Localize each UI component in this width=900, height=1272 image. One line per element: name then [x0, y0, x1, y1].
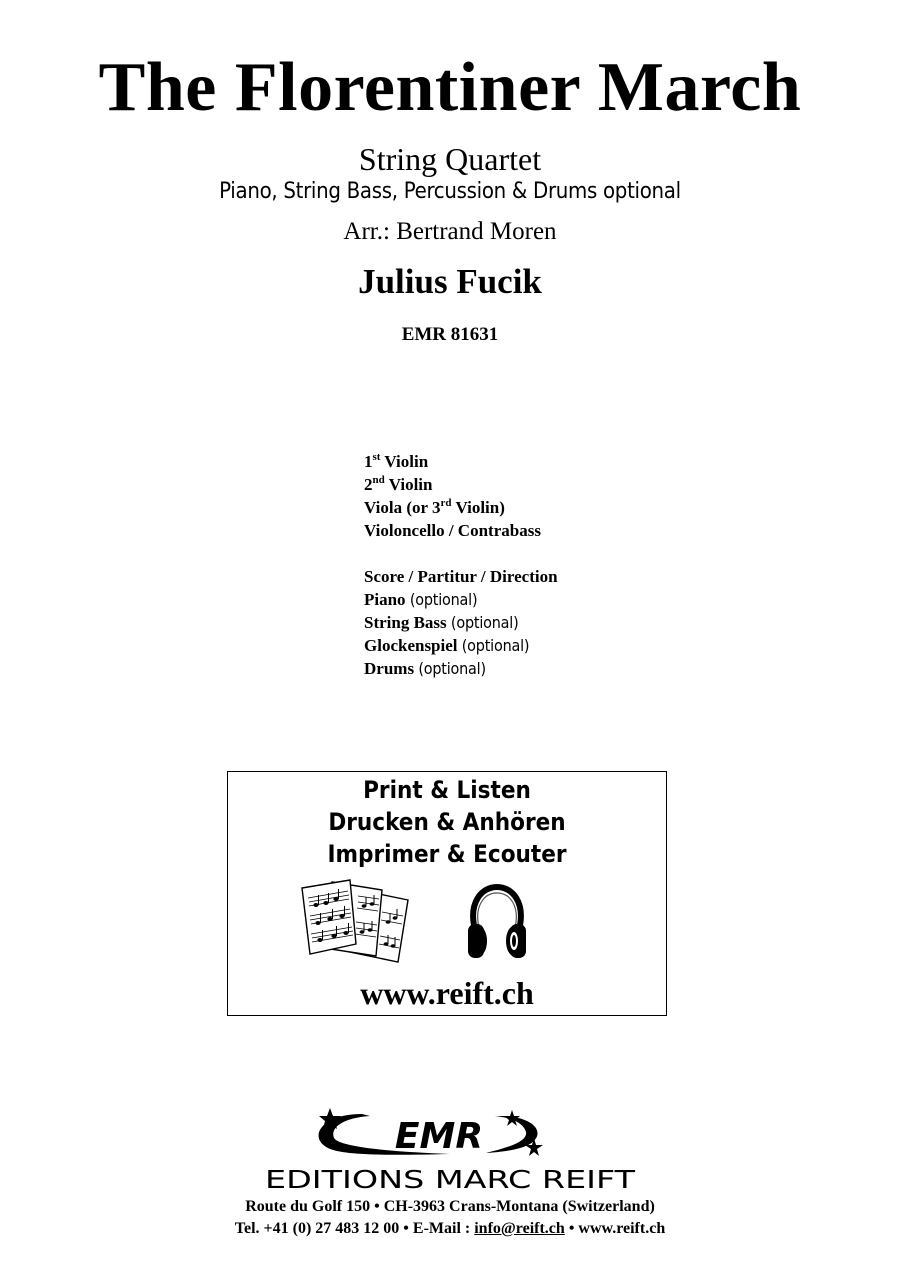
contact-web: • www.reift.ch	[568, 1220, 666, 1237]
page-title: The Florentiner March	[98, 49, 802, 126]
optional-note: (optional)	[450, 613, 519, 632]
parts-list	[364, 450, 558, 680]
part-name-suffix: Violin)	[455, 498, 505, 517]
optional-note: (optional)	[409, 590, 478, 609]
emr-logo	[250, 1108, 650, 1194]
sheet-music-icon	[300, 878, 412, 968]
contact-tel: Tel. +41 (0) 27 483 12 00 • E-Mail :	[234, 1220, 471, 1237]
part-violin-1	[364, 450, 558, 473]
headphones-icon	[466, 884, 528, 964]
part-string-bass: String Bass (optional)	[364, 613, 519, 632]
optional-note: (optional)	[418, 659, 486, 678]
arranger: Arr.: Bertrand Moren	[343, 218, 557, 245]
part-violin-2	[364, 473, 558, 496]
print-listen-box	[227, 771, 667, 1016]
part-number: 1	[364, 452, 373, 471]
part-drums: Drums (optional)	[364, 659, 486, 678]
part-name: Violin	[384, 452, 429, 471]
publisher-address: Route du Golf 150 • CH-3963 Crans-Montana (Switzerland)	[245, 1198, 655, 1215]
part-number: 2	[364, 475, 373, 494]
optional-instruments-line: Piano, String Bass, Percussion & Drums optional	[219, 179, 681, 204]
promo-line-en: Print & Listen	[363, 776, 531, 804]
promo-line-fr: Imprimer & Ecouter	[327, 840, 567, 868]
part-glockenspiel: Glockenspiel (optional)	[364, 636, 530, 655]
part-score: Score / Partitur / Direction	[364, 567, 558, 586]
subtitle: String Quartet	[358, 141, 542, 177]
ordinal-suffix: st	[372, 451, 381, 463]
promo-website: www.reift.ch	[360, 975, 534, 1011]
ordinal-suffix: rd	[440, 497, 452, 509]
composer: Julius Fucik	[358, 262, 542, 301]
part-cello: Violoncello / Contrabass	[364, 521, 541, 540]
ordinal-suffix: nd	[372, 474, 385, 486]
catalog-number: EMR 81631	[401, 324, 499, 345]
part-name: Violin	[388, 475, 433, 494]
contact-email-link[interactable]: info@reift.ch	[474, 1220, 565, 1237]
emr-logo-text: EMR	[394, 1116, 484, 1157]
promo-line-de: Drucken & Anhören	[328, 808, 566, 836]
part-name: Viola (or 3	[364, 498, 441, 517]
publisher-name: EDITIONS MARC REIFT	[265, 1165, 636, 1194]
optional-note: (optional)	[461, 636, 530, 655]
part-piano: Piano (optional)	[364, 590, 478, 609]
part-viola	[364, 496, 558, 519]
publisher-contact	[0, 1218, 900, 1240]
spacer	[364, 542, 558, 565]
